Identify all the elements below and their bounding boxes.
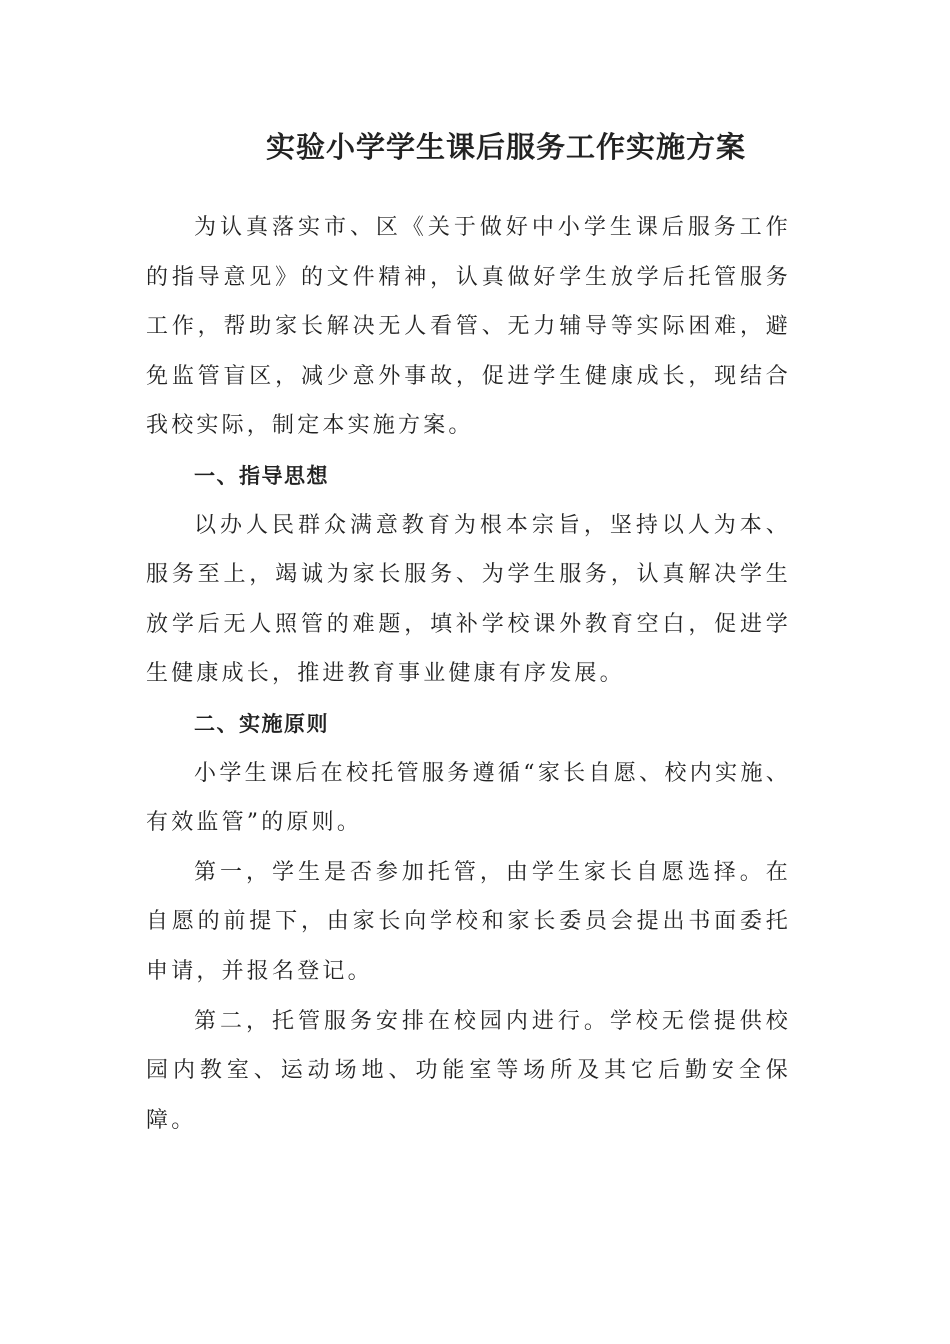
intro-paragraph: 为认真落实市、区《关于做好中小学生课后服务工作的指导意见》的文件精神，认真做好学生放学后托管服务工作，帮助家长解决无人看管、无力辅导等实际困难，避免监管盲区，减少意外事故，促进学生健康成长，现结合我校实际，制定本实施方案。 bbox=[146, 215, 791, 439]
title-area bbox=[0, 0, 950, 200]
document-title bbox=[0, 127, 950, 167]
principle-second-paragraph: 第二，托管服务安排在校园内进行。学校无偿提供校园内教室、运动场地、功能室等场所及其它后勤安全保障。 bbox=[146, 1008, 791, 1133]
section-heading-guiding-ideology: 一、指导思想 bbox=[194, 462, 329, 488]
document-title-text: 实验小学学生课后服务工作实施方案 bbox=[265, 130, 746, 164]
principle-first-paragraph: 第一，学生是否参加托管，由学生家长自愿选择。在自愿的前提下，由家长向学校和家长委员会提出书面委托申请，并报名登记。 bbox=[146, 859, 791, 984]
principles-paragraph: 小学生课后在校托管服务遵循“家长自愿、校内实施、有效监管”的原则。 bbox=[146, 760, 791, 836]
document-body bbox=[146, 203, 791, 1145]
guiding-ideology-paragraph: 以办人民群众满意教育为根本宗旨，坚持以人为本、服务至上，竭诚为家长服务、为学生服务，认真解决学生放学后无人照管的难题，填补学校课外教育空白，促进学生健康成长，推进教育事业健康有序发展。 bbox=[146, 512, 791, 687]
section-heading-principles: 二、实施原则 bbox=[194, 710, 329, 736]
